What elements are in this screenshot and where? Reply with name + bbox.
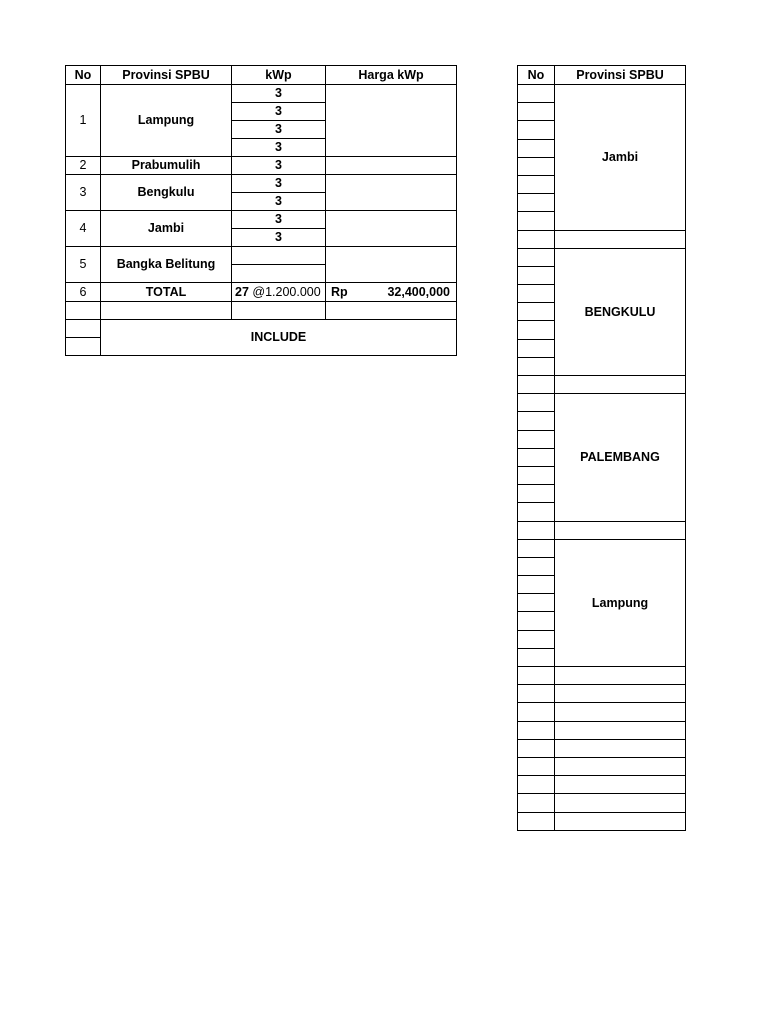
group-label: Jambi <box>555 85 686 231</box>
right-table-body <box>518 85 686 831</box>
empty-cell <box>518 503 555 521</box>
empty-cell <box>518 430 555 448</box>
harga-cell <box>326 85 457 157</box>
row-no: 2 <box>66 157 101 175</box>
empty-cell <box>518 812 555 830</box>
empty-cell <box>518 776 555 794</box>
empty-cell <box>326 302 457 320</box>
header-provinsi: Provinsi SPBU <box>101 66 232 85</box>
total-price <box>326 283 457 302</box>
empty-cell <box>555 757 686 775</box>
kwp-cell: 3 <box>232 85 326 103</box>
kwp-cell: 3 <box>232 103 326 121</box>
total-kwp-value: 27 <box>235 284 249 299</box>
empty-cell <box>518 175 555 193</box>
empty-cell <box>555 685 686 703</box>
empty-cell <box>555 703 686 721</box>
total-kwp <box>232 283 326 302</box>
group-label: PALEMBANG <box>555 394 686 521</box>
empty-cell <box>518 339 555 357</box>
total-kwp-rate: @1.200.000 <box>252 284 321 299</box>
row-no: 4 <box>66 211 101 247</box>
kwp-cell: 3 <box>232 193 326 211</box>
empty-cell <box>518 648 555 666</box>
empty-cell <box>66 320 101 338</box>
harga-cell <box>326 157 457 175</box>
empty-cell <box>518 721 555 739</box>
empty-cell <box>518 667 555 685</box>
total-label: TOTAL <box>101 283 232 302</box>
harga-cell <box>326 175 457 211</box>
group-label: BENGKULU <box>555 248 686 375</box>
empty-cell <box>518 376 555 394</box>
total-amount: 32,400,000 <box>387 285 450 299</box>
empty-cell <box>555 230 686 248</box>
empty-cell <box>555 812 686 830</box>
empty-cell <box>518 394 555 412</box>
empty-cell <box>518 139 555 157</box>
empty-cell <box>518 85 555 103</box>
header-no: No <box>518 66 555 85</box>
empty-cell <box>518 303 555 321</box>
empty-cell <box>555 794 686 812</box>
harga-cell <box>326 247 457 283</box>
header-provinsi: Provinsi SPBU <box>555 66 686 85</box>
empty-cell <box>555 667 686 685</box>
empty-cell <box>518 321 555 339</box>
empty-cell <box>518 448 555 466</box>
province-list-table <box>517 65 686 831</box>
empty-cell <box>66 302 101 320</box>
empty-cell <box>518 230 555 248</box>
row-no: 5 <box>66 247 101 283</box>
header-harga: Harga kWp <box>326 66 457 85</box>
empty-cell <box>555 521 686 539</box>
empty-cell <box>518 248 555 266</box>
row-provinsi: Prabumulih <box>101 157 232 175</box>
empty-cell <box>555 721 686 739</box>
kwp-cell: 3 <box>232 211 326 229</box>
kwp-cell: 3 <box>232 175 326 193</box>
empty-cell <box>101 302 232 320</box>
currency-label: Rp <box>331 285 348 299</box>
empty-cell <box>518 485 555 503</box>
empty-cell <box>518 121 555 139</box>
kwp-cell: 3 <box>232 139 326 157</box>
empty-cell <box>518 357 555 375</box>
row-provinsi: Jambi <box>101 211 232 247</box>
empty-cell <box>518 685 555 703</box>
empty-cell <box>555 376 686 394</box>
group-label: Lampung <box>555 539 686 666</box>
empty-cell <box>518 703 555 721</box>
empty-cell <box>518 612 555 630</box>
harga-cell <box>326 211 457 247</box>
empty-cell <box>518 539 555 557</box>
include-label: INCLUDE <box>101 320 457 356</box>
empty-cell <box>518 194 555 212</box>
kwp-cell <box>232 247 326 265</box>
kwp-cell: 3 <box>232 229 326 247</box>
empty-cell <box>518 157 555 175</box>
empty-cell <box>518 576 555 594</box>
empty-cell <box>232 302 326 320</box>
row-no: 1 <box>66 85 101 157</box>
empty-cell <box>518 103 555 121</box>
kwp-cell: 3 <box>232 157 326 175</box>
empty-cell <box>518 466 555 484</box>
header-no: No <box>66 66 101 85</box>
row-provinsi: Lampung <box>101 85 232 157</box>
empty-cell <box>518 794 555 812</box>
row-provinsi: Bangka Belitung <box>101 247 232 283</box>
empty-cell <box>555 776 686 794</box>
empty-cell <box>518 594 555 612</box>
kwp-cell: 3 <box>232 121 326 139</box>
row-no: 3 <box>66 175 101 211</box>
empty-cell <box>518 412 555 430</box>
empty-cell <box>518 266 555 284</box>
empty-cell <box>518 630 555 648</box>
empty-cell <box>555 739 686 757</box>
empty-cell <box>518 757 555 775</box>
empty-cell <box>518 739 555 757</box>
row-provinsi: Bengkulu <box>101 175 232 211</box>
empty-cell <box>518 212 555 230</box>
kwp-cell <box>232 265 326 283</box>
empty-cell <box>518 521 555 539</box>
kwp-price-table <box>65 65 457 356</box>
header-kwp: kWp <box>232 66 326 85</box>
empty-cell <box>66 338 101 356</box>
total-no: 6 <box>66 283 101 302</box>
empty-cell <box>518 285 555 303</box>
empty-cell <box>518 557 555 575</box>
